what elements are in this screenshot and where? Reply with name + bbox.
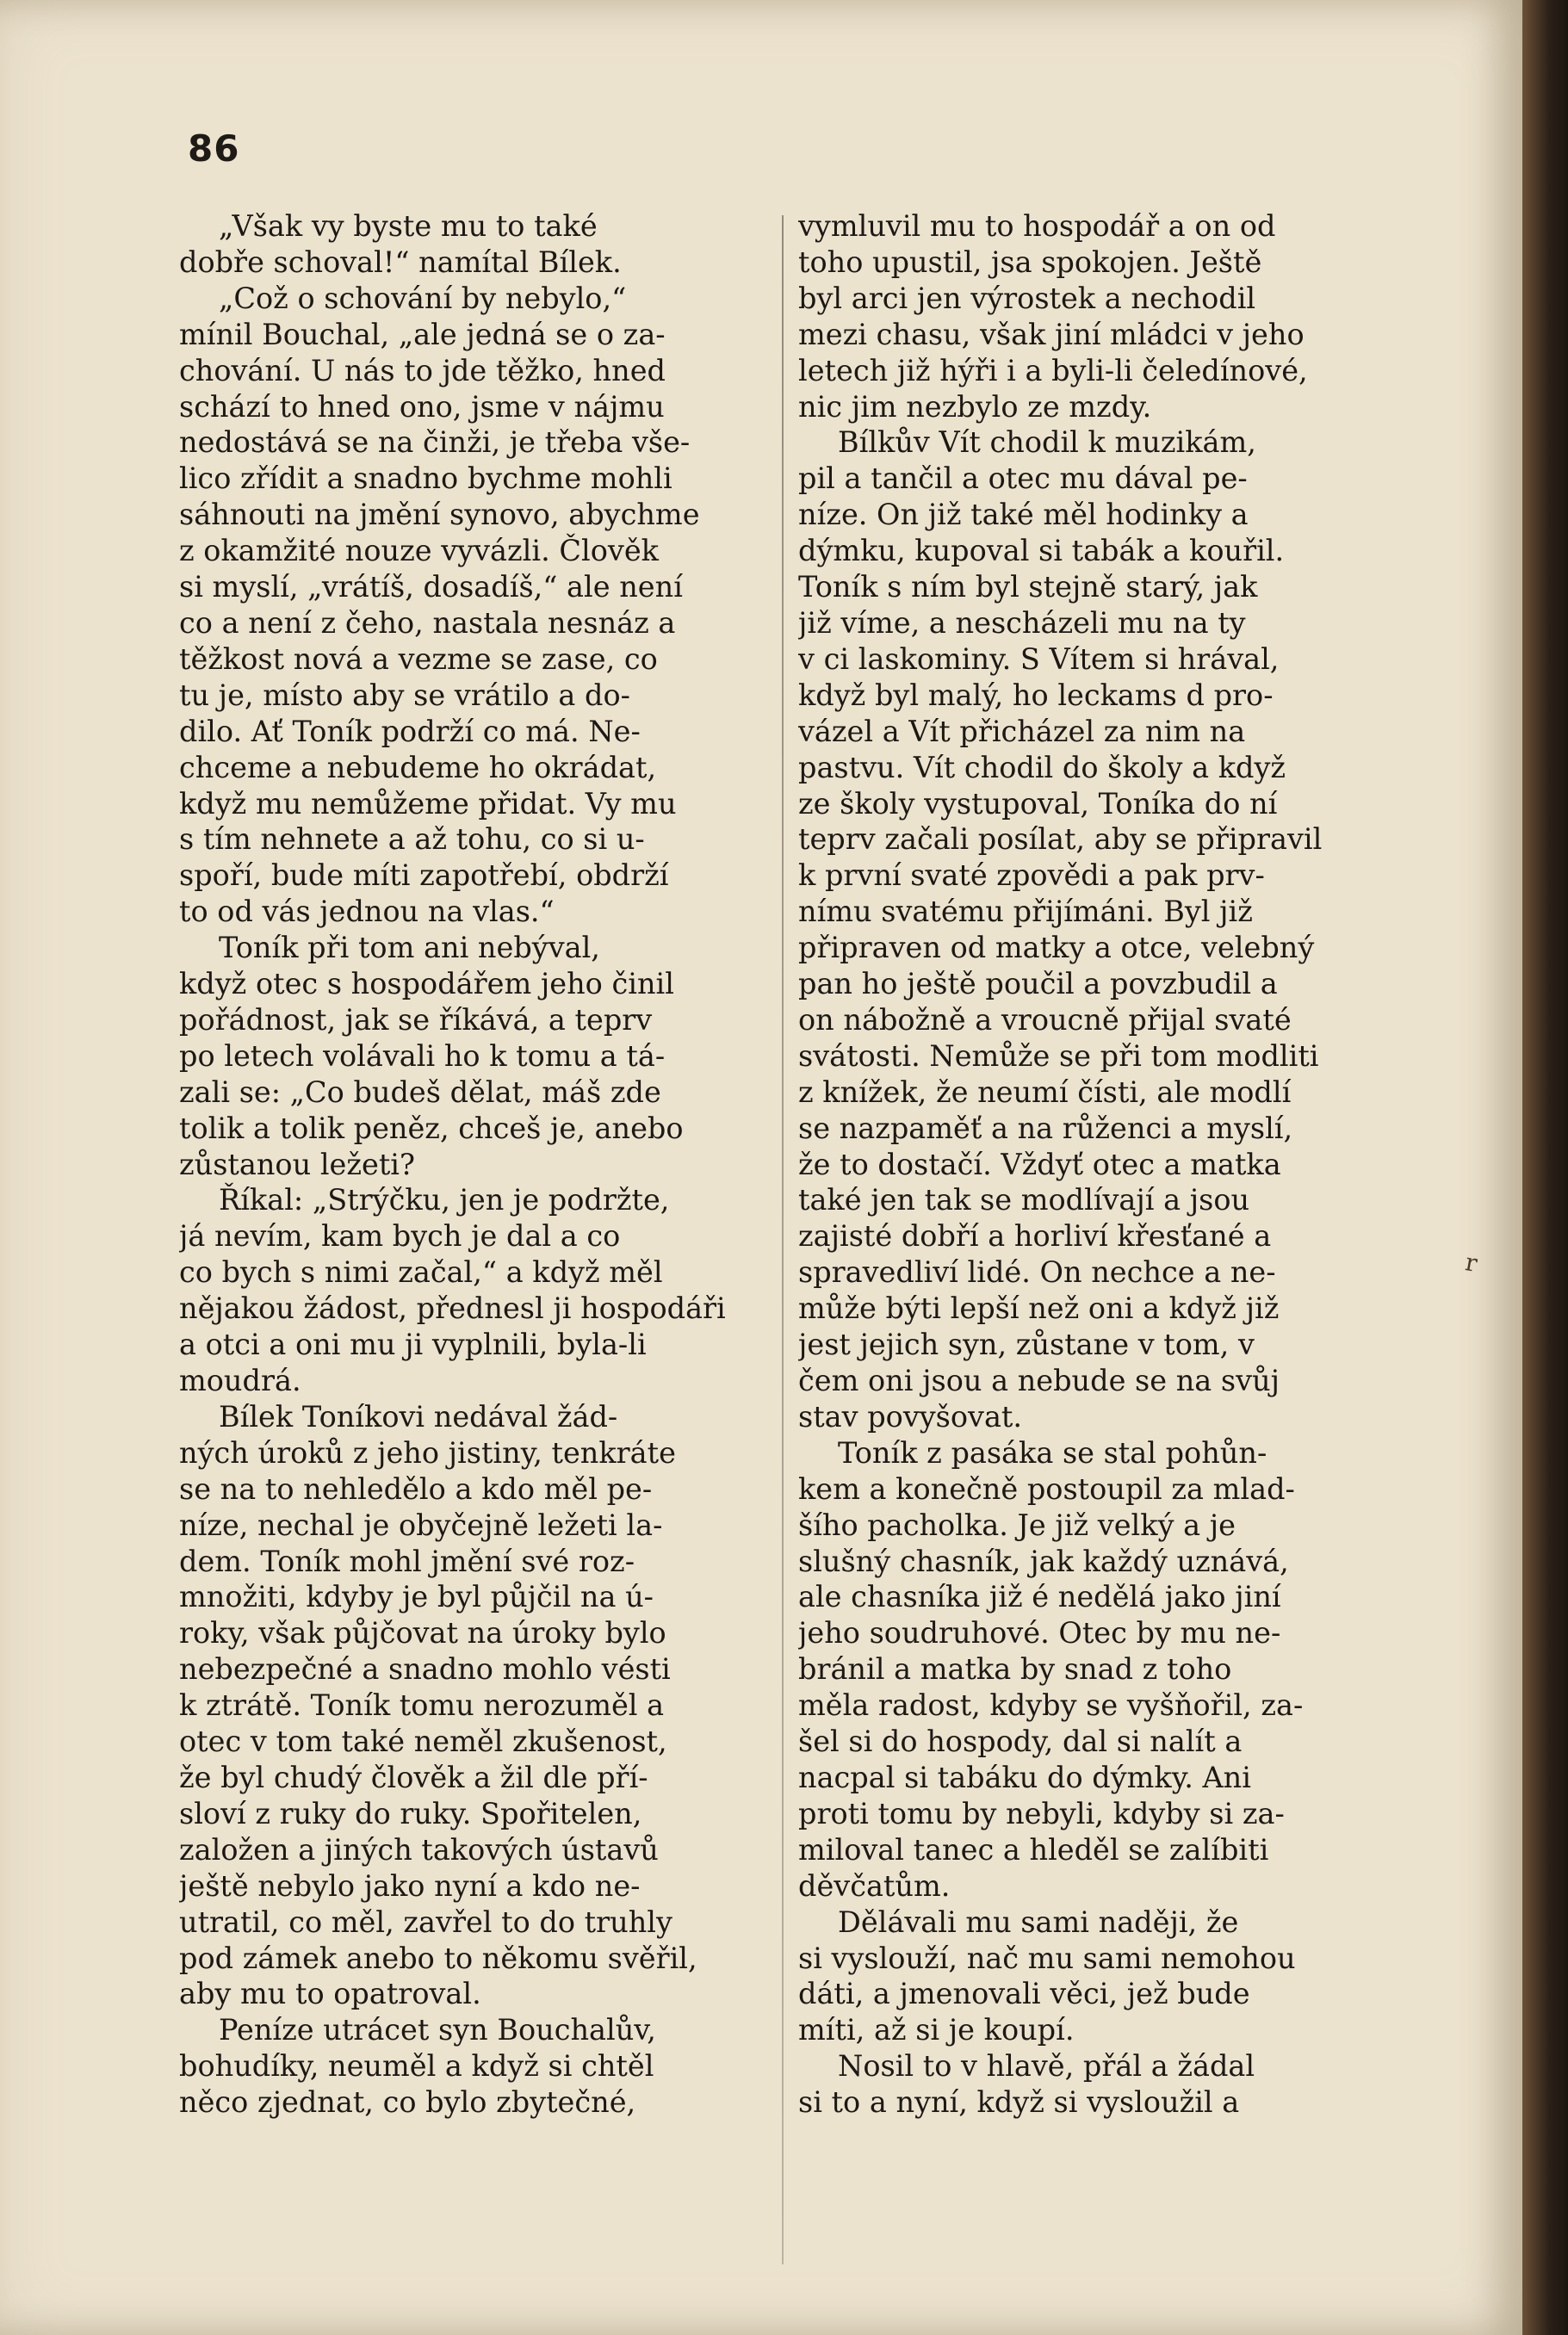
text-line: Bílkův Vít chodil k muzikám, (838, 425, 1256, 460)
text-line: co a není z čeho, nastala nesnáz a (179, 605, 676, 640)
text-line: z knížek, že neumí čísti, ale modlí (798, 1075, 1292, 1109)
text-line: „Však vy byste mu to také (219, 209, 598, 243)
text-line: co bych s nimi začal,“ a když měl (179, 1255, 663, 1290)
text-line: utratil, co měl, zavřel to do truhly (179, 1905, 672, 1939)
text-line: tolik a tolik peněz, chceš je, anebo (179, 1111, 684, 1145)
book-binding-edge (1522, 0, 1568, 2335)
text-line: mínil Bouchal, „ale jedná se o za- (179, 317, 666, 351)
text-line: že to dostačí. Vždyť otec a matka (798, 1147, 1281, 1181)
text-line: míti, až si je koupí. (798, 2013, 1075, 2047)
text-line: sáhnouti na jmění synovo, abychme (179, 498, 700, 532)
text-line: po letech volávali ho k tomu a tá- (179, 1038, 666, 1073)
text-line: dobře schoval!“ namítal Bílek. (179, 245, 622, 279)
text-line: ale chasníka již é nedělá jako jiní (798, 1580, 1281, 1614)
text-line: nic jim nezbylo ze mzdy. (798, 389, 1152, 424)
text-line: lico zřídit a snadno bychme mohli (179, 461, 672, 496)
text-line: k první svaté zpovědi a pak prv- (798, 858, 1265, 893)
text-line: k ztrátě. Toník tomu nerozuměl a (179, 1688, 665, 1723)
text-line: vázel a Vít přicházel za nim na (798, 714, 1246, 748)
text-line: že byl chudý člověk a žil dle pří- (179, 1760, 648, 1794)
column-divider (782, 215, 784, 2264)
text-line: něco zjednat, co bylo zbytečné, (179, 2085, 636, 2120)
text-line: schází to hned ono, jsme v nájmu (179, 389, 665, 424)
text-line: kem a konečně postoupil za mlad- (798, 1471, 1295, 1506)
text-line: níze, nechal je obyčejně ležeti la- (179, 1508, 663, 1542)
text-line: roky, však půjčovat na úroky bylo (179, 1616, 666, 1651)
text-line: a otci a oni mu ji vyplnili, byla-li (179, 1328, 647, 1362)
page-number: 86 (188, 127, 240, 170)
text-line: sloví z ruky do ruky. Spořitelen, (179, 1796, 642, 1830)
text-line: stav povyšovat. (798, 1399, 1023, 1434)
text-line: zůstanou ležeti? (179, 1147, 415, 1181)
text-line: založen a jiných takových ústavů (179, 1832, 659, 1867)
text-line: nějakou žádost, přednesl ji hospodáři (179, 1291, 726, 1326)
text-line: Nosil to v hlavě, přál a žádal (838, 2049, 1255, 2084)
text-line: již víme, a nescházeli mu na ty (798, 605, 1246, 640)
text-line: slušný chasník, jak každý uznává, (798, 1544, 1289, 1578)
text-line: spravedliví lidé. On nechce a ne- (798, 1255, 1276, 1290)
text-line: děvčatům. (798, 1868, 951, 1903)
text-line: šel si do hospody, dal si nalít a (798, 1725, 1243, 1759)
text-line: zali se: „Co budeš dělat, máš zde (179, 1075, 661, 1109)
text-line: chceme a nebudeme ho okrádat, (179, 750, 657, 784)
text-line: „Což o schování by nebylo,“ (219, 281, 627, 315)
text-line: se na to nehledělo a kdo měl pe- (179, 1471, 653, 1506)
text-line: já nevím, kam bych je dal a co (179, 1219, 621, 1254)
text-line: níze. On již také měl hodinky a (798, 498, 1249, 532)
text-line: v ci laskominy. S Vítem si hrával, (798, 641, 1280, 676)
text-line: chování. U nás to jde těžko, hned (179, 353, 666, 387)
text-line: pod zámek anebo to někomu svěřil, (179, 1941, 697, 1975)
text-line: dilo. Ať Toník podrží co má. Ne- (179, 714, 641, 748)
text-line: teprv začali posílat, aby se připravil (798, 822, 1323, 857)
text-line: se nazpaměť a na růženci a myslí, (798, 1111, 1293, 1145)
text-line: čem oni jsou a nebude se na svůj (798, 1364, 1280, 1397)
text-line: šího pacholka. Je již velký a je (798, 1508, 1236, 1542)
text-line: vymluvil mu to hospodář a on od (798, 209, 1276, 243)
text-line: bohudíky, neuměl a když si chtěl (179, 2049, 654, 2084)
text-line: proti tomu by nebyli, kdyby si za- (798, 1796, 1285, 1830)
text-line: nímu svatému přijímáni. Byl již (798, 895, 1253, 929)
left-text-column (179, 208, 765, 2121)
text-line: spoří, bude míti zapotřebí, obdrží (179, 858, 669, 893)
text-line: to od vás jednou na vlas.“ (179, 895, 555, 929)
text-line: když otec s hospodářem jeho činil (179, 967, 674, 1001)
text-line: nedostává se na činži, je třeba vše- (179, 425, 691, 460)
text-line: jeho soudruhové. Otec by mu ne- (798, 1616, 1281, 1651)
text-line: také jen tak se modlívají a jsou (798, 1183, 1250, 1217)
text-line: letech již hýři i a byli-li čeledínové, (798, 353, 1308, 387)
text-line: ještě nebylo jako nyní a kdo ne- (179, 1868, 641, 1903)
text-line: ných úroků z jeho jistiny, tenkráte (179, 1435, 676, 1470)
text-line: svátosti. Nemůže se při tom modliti (798, 1038, 1319, 1073)
text-line: když mu nemůžeme přidat. Vy mu (179, 786, 677, 821)
text-line: mezi chasu, však jiní mládci v jeho (798, 317, 1305, 351)
text-line: Toník s ním byl stejně starý, jak (798, 570, 1258, 604)
text-line: si to a nyní, když si vysloužil a (798, 2085, 1240, 2120)
text-line: těžkost nová a vezme se zase, co (179, 641, 658, 676)
margin-mark: r (1463, 1248, 1480, 1278)
text-line: pastvu. Vít chodil do školy a když (798, 750, 1286, 784)
text-line: byl arci jen výrostek a nechodil (798, 281, 1256, 315)
text-line: dýmku, kupoval si tabák a kouřil. (798, 534, 1285, 568)
text-line: tu je, místo aby se vrátilo a do- (179, 678, 630, 712)
text-line: z okamžité nouze vyvázli. Člověk (179, 534, 659, 568)
text-line: měla radost, kdyby se vyšňořil, za- (798, 1688, 1304, 1723)
right-text-column (798, 208, 1384, 2121)
text-line: Dělávali mu sami naději, že (838, 1905, 1239, 1939)
text-line: aby mu to opatroval. (179, 1977, 481, 2011)
text-line: Toník při tom ani nebýval, (219, 931, 600, 965)
text-line: dem. Toník mohl jmění své roz- (179, 1544, 635, 1578)
text-line: když byl malý, ho leckams d pro- (798, 678, 1274, 712)
text-line: moudrá. (179, 1364, 301, 1397)
text-line: jest jejich syn, zůstane v tom, v (798, 1328, 1255, 1362)
text-line: s tím nehnete a až tohu, co si u- (179, 822, 645, 857)
text-line: on nábožně a vroucně přijal svaté (798, 1002, 1292, 1037)
text-line: Toník z pasáka se stal pohůn- (838, 1435, 1267, 1470)
text-line: pořádnost, jak se říkává, a teprv (179, 1002, 653, 1037)
text-line: zajisté dobří a horliví křesťané a (798, 1219, 1272, 1254)
text-line: připraven od matky a otce, velebný (798, 931, 1315, 965)
text-line: si myslí, „vrátíš, dosadíš,“ ale není (179, 570, 683, 604)
text-line: Říkal: „Strýčku, jen je podržte, (219, 1183, 670, 1217)
text-line: Bílek Toníkovi nedával žád- (219, 1399, 618, 1434)
text-line: otec v tom také neměl zkušenost, (179, 1725, 667, 1759)
text-line: si vyslouží, nač mu sami nemohou (798, 1941, 1296, 1975)
text-line: ze školy vystupoval, Toníka do ní (798, 786, 1278, 821)
text-line: pan ho ještě poučil a povzbudil a (798, 967, 1278, 1001)
text-line: bránil a matka by snad z toho (798, 1652, 1232, 1687)
text-line: miloval tanec a hleděl se zalíbiti (798, 1832, 1269, 1867)
text-line: nacpal si tabáku do dýmky. Ani (798, 1760, 1251, 1794)
text-line: Peníze utrácet syn Bouchalův, (219, 2013, 656, 2047)
text-line: toho upustil, jsa spokojen. Ještě (798, 245, 1262, 279)
text-line: nebezpečné a snadno mohlo vésti (179, 1652, 671, 1687)
text-line: může býti lepší než oni a když již (798, 1291, 1280, 1326)
text-line: množiti, kdyby je byl půjčil na ú- (179, 1580, 654, 1614)
text-line: dáti, a jmenovali věci, jež bude (798, 1977, 1250, 2011)
text-line: pil a tančil a otec mu dával pe- (798, 461, 1248, 496)
